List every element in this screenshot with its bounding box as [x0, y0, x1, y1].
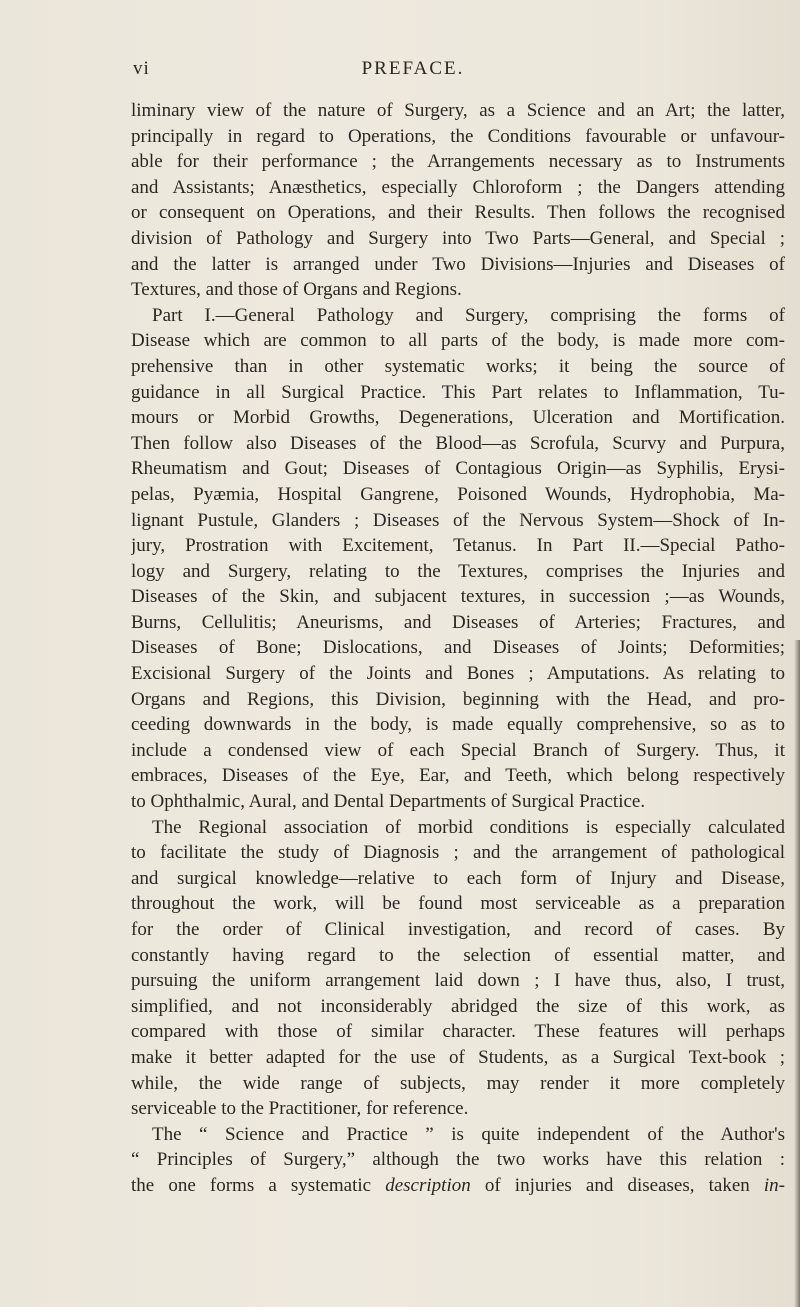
page-edge-shadow — [794, 640, 800, 1307]
text-line: Rheumatism and Gout; Diseases of Contagious Origin—as Syphilis, Erysi- — [131, 458, 785, 480]
page-number: vi — [133, 58, 150, 79]
running-head — [133, 58, 693, 82]
text-line: Textures, and those of Organs and Regions. — [131, 279, 462, 301]
text-line: for the order of Clinical investigation, and record of cases. By — [131, 919, 785, 940]
text-line: jury, Prostration with Excitement, Tetanus. In Part II.—Special Patho- — [131, 535, 785, 557]
text-line: lignant Pustule, Glanders ; Diseases of the Nervous System—Shock of In- — [131, 509, 785, 531]
text-line: to facilitate the study of Diagnosis ; and the arrangement of pathological — [131, 842, 785, 864]
text-line: Part I.—General Pathology and Surgery, comprising the forms of — [152, 304, 785, 326]
text-line: and surgical knowledge—relative to each form of Injury and Disease, — [131, 867, 785, 889]
text-line: able for their performance ; the Arrangements necessary as to Instruments — [131, 151, 785, 173]
text-line: principally in regard to Operations, the Conditions favourable or unfavour- — [131, 125, 785, 147]
text-line: The Regional association of morbid conditions is especially calculated — [152, 816, 785, 838]
text-line: compared with those of similar character. These features will perhaps — [131, 1021, 785, 1043]
text-line: and Assistants; Anæsthetics, especially Chloroform ; the Dangers attending — [131, 176, 785, 198]
text-line: simplified, and not inconsiderably abridged the size of this work, as — [131, 995, 785, 1017]
text-line: and the latter is arranged under Two Divisions—Injuries and Diseases of — [131, 253, 785, 275]
text-line: Excisional Surgery of the Joints and Bones ; Amputations. As relating to — [131, 663, 785, 685]
text-line: Diseases of the Skin, and subjacent textures, in succession ;—as Wounds, — [131, 586, 785, 608]
text-line: serviceable to the Practitioner, for reference. — [131, 1098, 469, 1120]
preface-body-text — [131, 98, 785, 1199]
text-line: logy and Surgery, relating to the Textures, comprises the Injuries and — [131, 560, 785, 582]
text-line: constantly having regard to the selection of essential matter, and — [131, 944, 785, 966]
running-head-title: PREFACE. — [361, 58, 465, 79]
text-line: embraces, Diseases of the Eye, Ear, and Teeth, which belong respectively — [131, 765, 785, 787]
text-line: throughout the work, will be found most serviceable as a preparation — [131, 893, 785, 915]
text-line: Organs and Regions, this Division, beginning with the Head, and pro- — [131, 688, 785, 710]
text-line: to Ophthalmic, Aural, and Dental Departments of Surgical Practice. — [131, 791, 646, 813]
text-line: “ Principles of Surgery,” although the two works have this relation : — [131, 1149, 785, 1171]
text-line: make it better adapted for the use of Students, as a Surgical Text-book ; — [131, 1046, 785, 1068]
text-line: or consequent on Operations, and their Results. Then follows the recognised — [131, 202, 785, 224]
text-line: Then follow also Diseases of the Blood—as Scrofula, Scurvy and Purpura, — [131, 432, 785, 454]
text-line: ceeding downwards in the body, is made equally comprehensive, so as to — [131, 714, 785, 736]
text-line: pursuing the uniform arrangement laid down ; I have thus, also, I trust, — [131, 970, 785, 992]
italic-word: description — [385, 1174, 471, 1196]
text-line: Disease which are common to all parts of the body, is made more com- — [131, 330, 785, 352]
italic-word: in- — [763, 1174, 785, 1196]
text-line: guidance in all Surgical Practice. This Part relates to Inflammation, Tu- — [131, 381, 785, 403]
text-line: Diseases of Bone; Dislocations, and Diseases of Joints; Deformities; — [131, 637, 785, 659]
text-line: include a condensed view of each Special Branch of Surgery. Thus, it — [131, 739, 785, 761]
text-line: division of Pathology and Surgery into Two Parts—General, and Special ; — [131, 227, 785, 249]
text-line: The “ Science and Practice ” is quite independent of the Author's — [152, 1123, 785, 1145]
text-line: Burns, Cellulitis; Aneurisms, and Diseases of Arteries; Fractures, and — [131, 611, 785, 633]
text-line: mours or Morbid Growths, Degenerations, Ulceration and Mortification. — [131, 407, 785, 429]
text-line: pelas, Pyæmia, Hospital Gangrene, Poisoned Wounds, Hydrophobia, Ma- — [131, 483, 785, 505]
text-line: while, the wide range of subjects, may render it more completely — [131, 1072, 785, 1094]
text-line: prehensive than in other systematic works; it being the source of — [131, 355, 785, 377]
text-line: liminary view of the nature of Surgery, as a Science and an Art; the latter, — [131, 100, 785, 121]
text-line: the one forms a systematic description of injuries and diseases, taken in- — [131, 1174, 785, 1196]
